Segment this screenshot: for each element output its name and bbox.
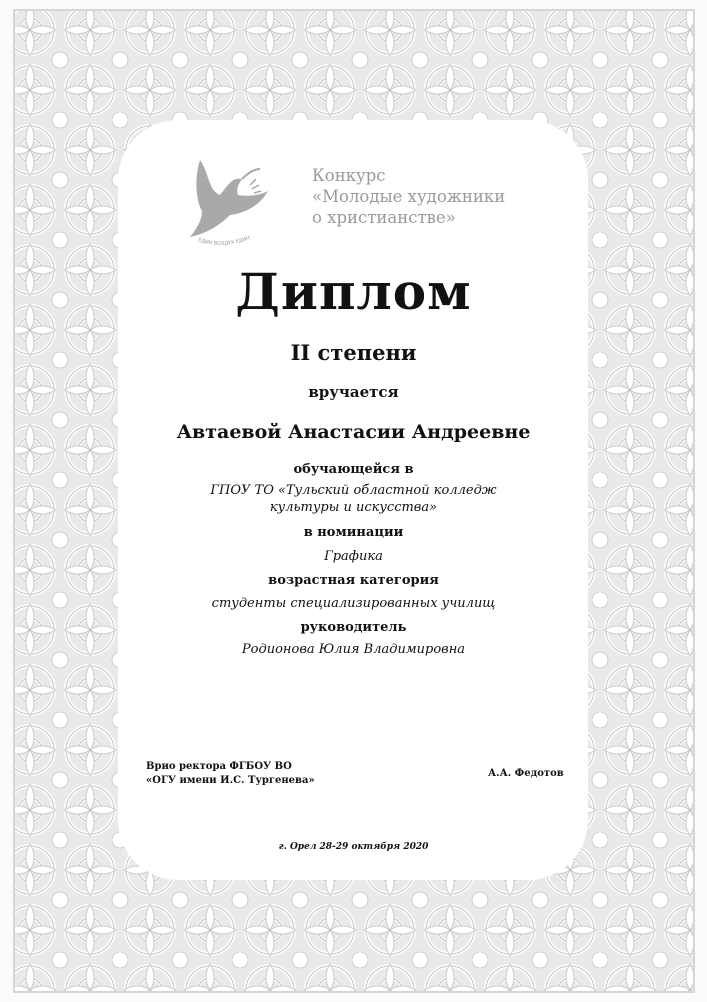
supervisor-value: Родионова Юлия Владимировна bbox=[241, 642, 466, 657]
signatory-name: А.А. Федотов bbox=[488, 768, 564, 779]
signatory-position-line-2: «ОГУ имени И.С. Тургенева» bbox=[146, 775, 315, 786]
logo-motto: ЕДИН ВОЗДУХ ЕДИН bbox=[197, 235, 251, 247]
signatory-position-line-1: Врио ректора ФГБОУ ВО bbox=[146, 761, 292, 772]
institution-line-1: ГПОУ ТО «Тульский областной колледж bbox=[210, 483, 497, 498]
presented-to-label: вручается bbox=[308, 383, 399, 401]
contest-name bbox=[312, 165, 572, 228]
svg-text:ЕДИН ВОЗДУХ ЕДИН bbox=[197, 235, 251, 247]
contest-line-3: о христианстве» bbox=[312, 208, 456, 227]
age-category-label: возрастная категория bbox=[268, 573, 439, 588]
diploma-degree: II степени bbox=[290, 340, 417, 365]
issue-date: г. Орел 28-29 октября 2020 bbox=[278, 842, 429, 852]
study-label: обучающейся в bbox=[293, 462, 414, 477]
diploma-title: Диплом bbox=[235, 262, 472, 321]
supervisor-label: руководитель bbox=[300, 620, 407, 635]
institution-line-2: культуры и искусства» bbox=[269, 500, 438, 515]
contest-line-2: «Молодые художники bbox=[312, 187, 506, 206]
contest-line-1: Конкурс bbox=[312, 166, 386, 185]
nomination-value: Графика bbox=[324, 549, 383, 564]
age-category-value: студенты специализированных училищ bbox=[211, 596, 496, 611]
dove-logo-icon bbox=[180, 155, 270, 250]
signatory-position bbox=[146, 760, 315, 788]
nomination-label: в номинации bbox=[303, 525, 404, 540]
recipient-name: Автаевой Анастасии Андреевне bbox=[176, 421, 531, 443]
